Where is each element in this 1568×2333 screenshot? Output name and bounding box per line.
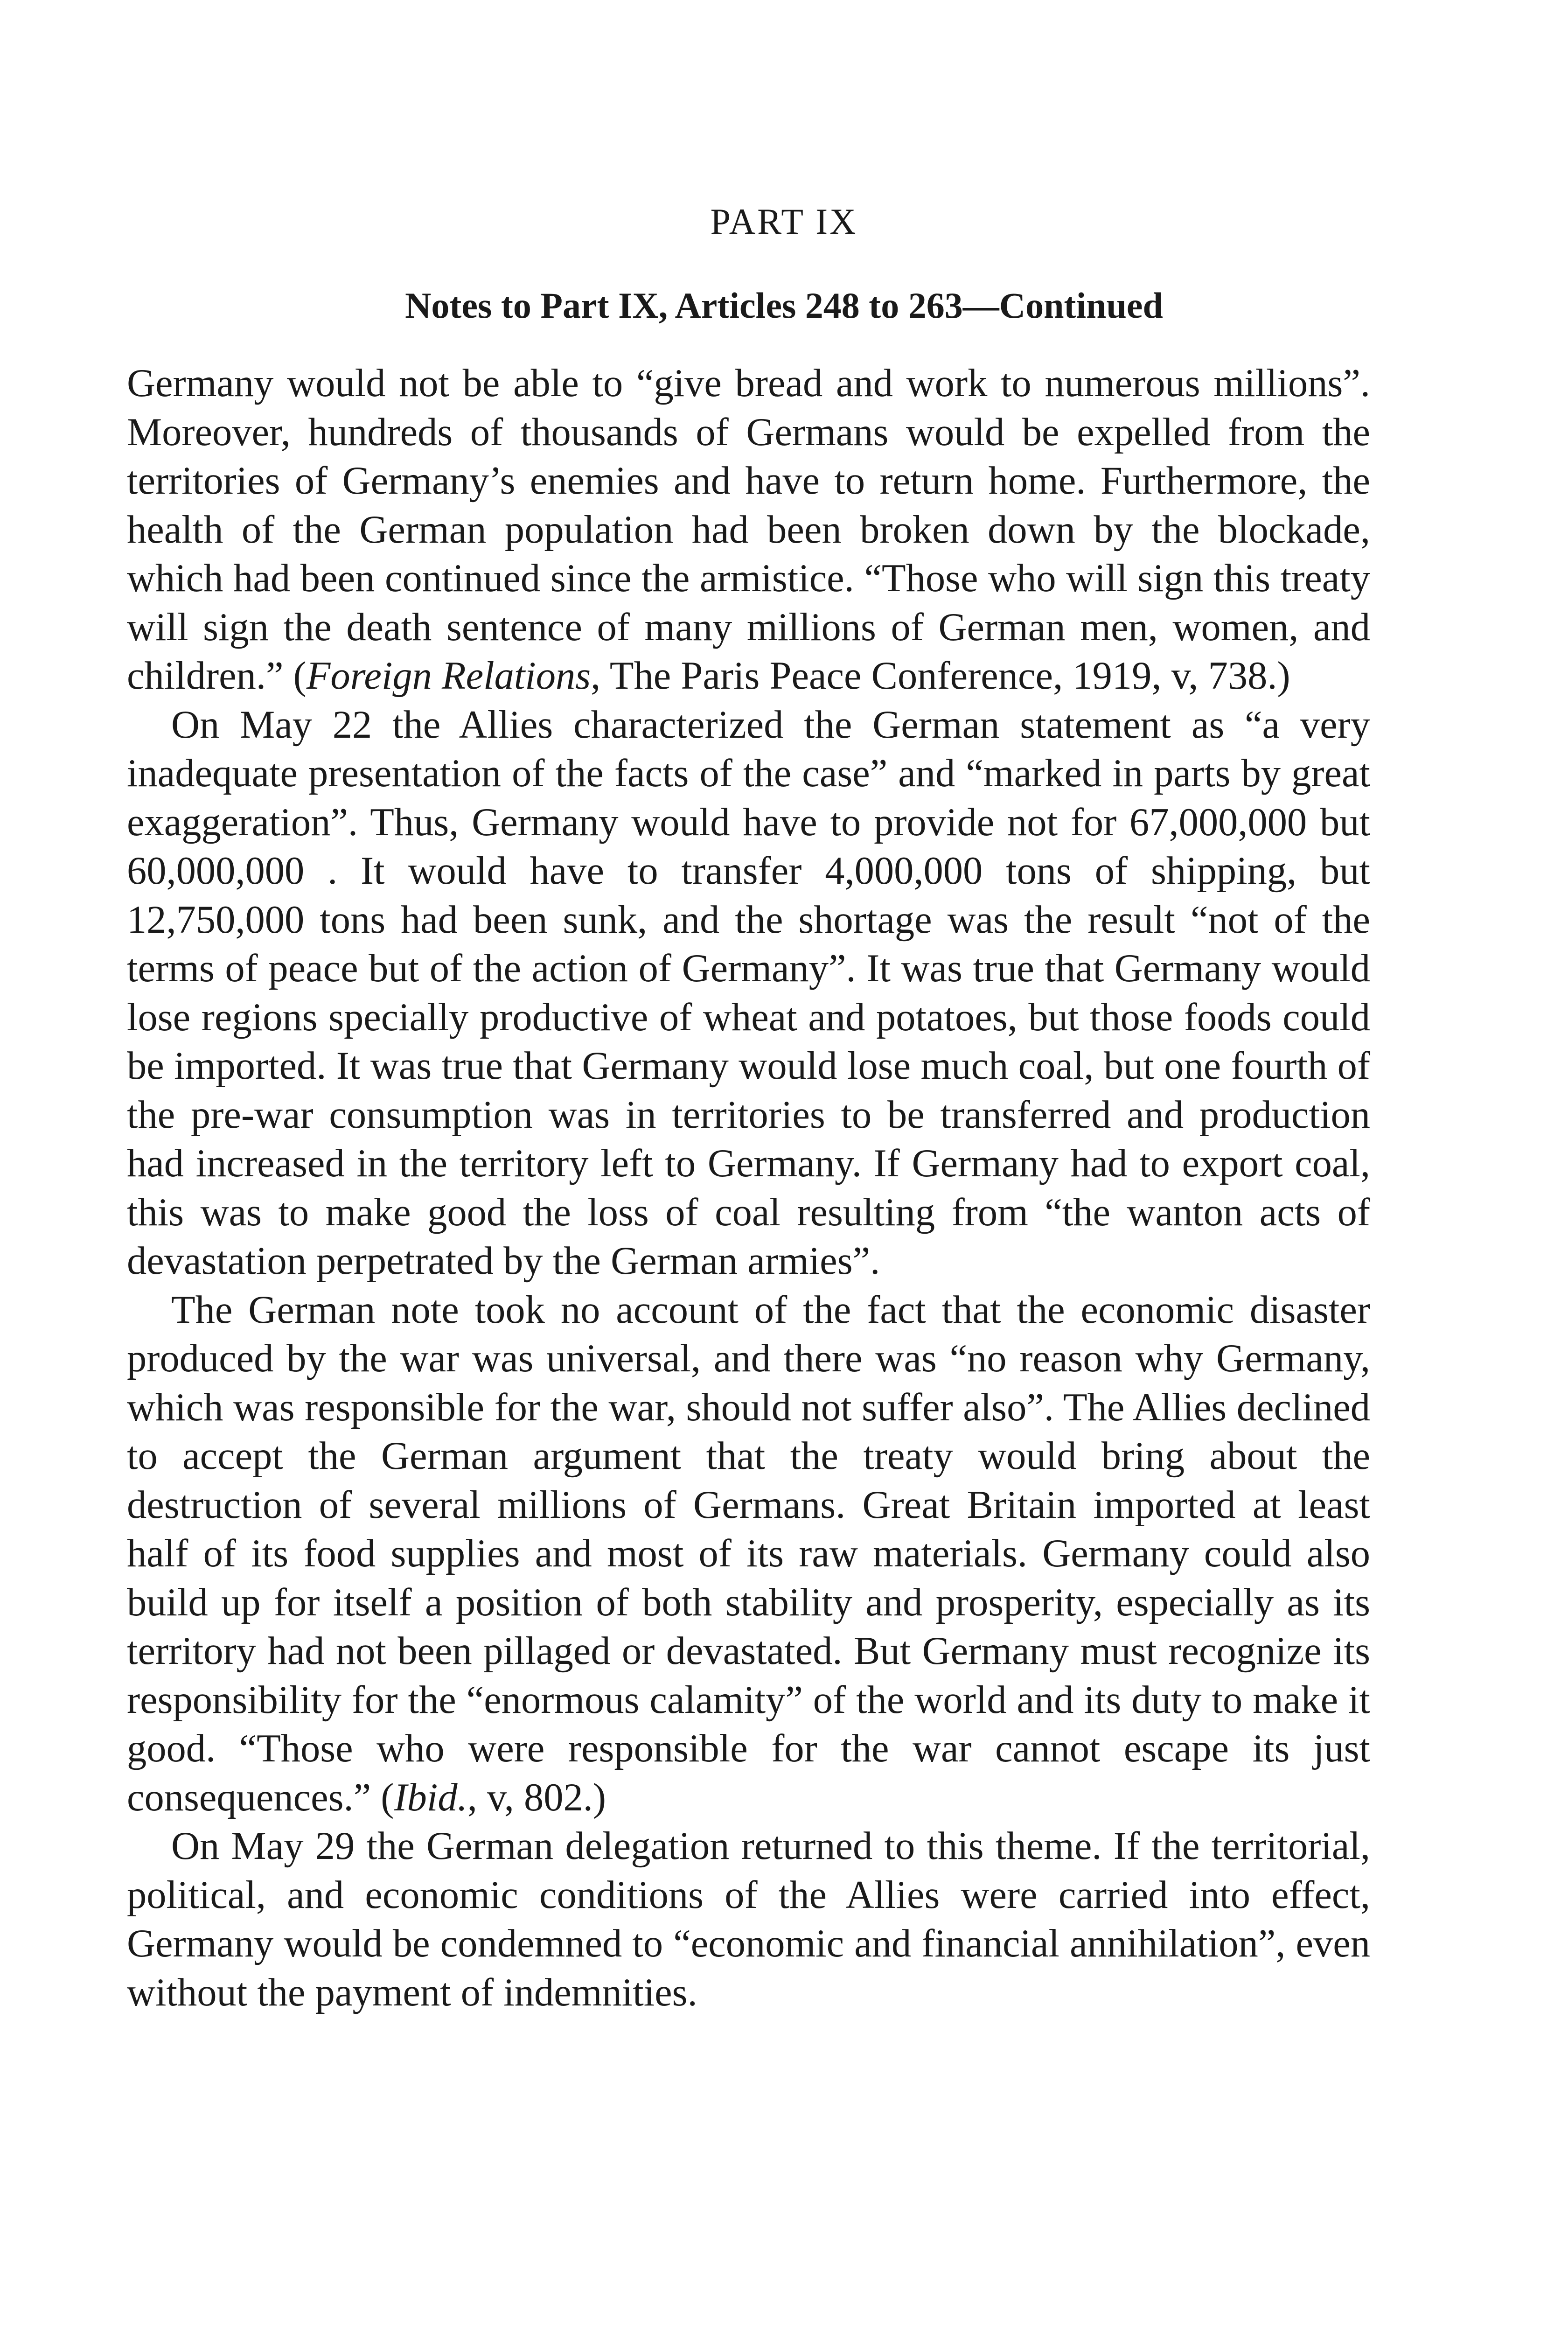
text-run: On May 22 the Allies characterized the German statement as “a very inadequate presentation of the facts of the case” and “marked in parts by great exaggeration”. Thus, Germany would have to provide not for 67,000,000 but 60,000,000 . It would have to transfer 4,000,000 tons of shipping, but 12,750,000 tons had been sunk, and the shortage was the result “not of the terms of peace but of the action of Germany”. It was true that Germany would lose regions specially productive of wheat and potatoes, but those foods could be imported. It was true that Germany would lose much coal, but one fourth of the pre-war consumption was in territories to be transferred and production had increased in the territory left to Germany. If Germany had to export coal, this was to make good the loss of coal resulting from “the wanton acts of devastation perpetrated by the German armies”. — [127, 703, 1370, 1283]
text-run: , v, 802.) — [467, 1775, 606, 1819]
paragraph — [127, 701, 1370, 1286]
paragraph — [127, 1822, 1370, 2017]
text-run: On May 29 the German delegation returned to this theme. If the territorial, political, and economic conditions of the Allies were carried into effect, Germany would be condemned to “economic and financial annihilation”, even without the payment of indemnities. — [127, 1824, 1370, 2014]
running-head: PART IX — [710, 201, 858, 242]
paragraph — [127, 359, 1370, 701]
italic-citation: Ibid. — [394, 1775, 467, 1819]
text-run: The German note took no account of the fact that the economic disaster produced by the war was universal, and there was “no reason why Germany, which was responsible for the war, should not suffer also”. The Allies declined to accept the German argument that the treaty would bring about the destruction of several millions of Germans. Great Britain imported at least half of its food supplies and most of its raw materials. Germany could also build up for itself a position of both stability and prosperity, especially as its territory had not been pillaged or devastated. But Germany must recognize its responsibility for the “enormous calamity” of the world and its duty to make it good. “Those who were responsible for the war cannot escape its just consequences.” ( — [127, 1288, 1370, 1819]
body-text — [127, 359, 1370, 2017]
italic-citation: Foreign Relations — [306, 654, 591, 698]
section-title: Notes to Part IX, Articles 248 to 263—Continued — [405, 285, 1163, 326]
text-run: Germany would not be able to “give bread and work to numerous millions”. Moreover, hundreds of thousands of Germans would be expelled from the territories of Germany’s enemies and have to return home. Furthermore, the health of the German population had been broken down by the blockade, which had been continued since the armistice. “Those who will sign this treaty will sign the death sentence of many millions of German men, women, and children.” ( — [127, 362, 1370, 698]
paragraph — [127, 1286, 1370, 1823]
text-run: , The Paris Peace Conference, 1919, v, 738.) — [591, 654, 1290, 698]
